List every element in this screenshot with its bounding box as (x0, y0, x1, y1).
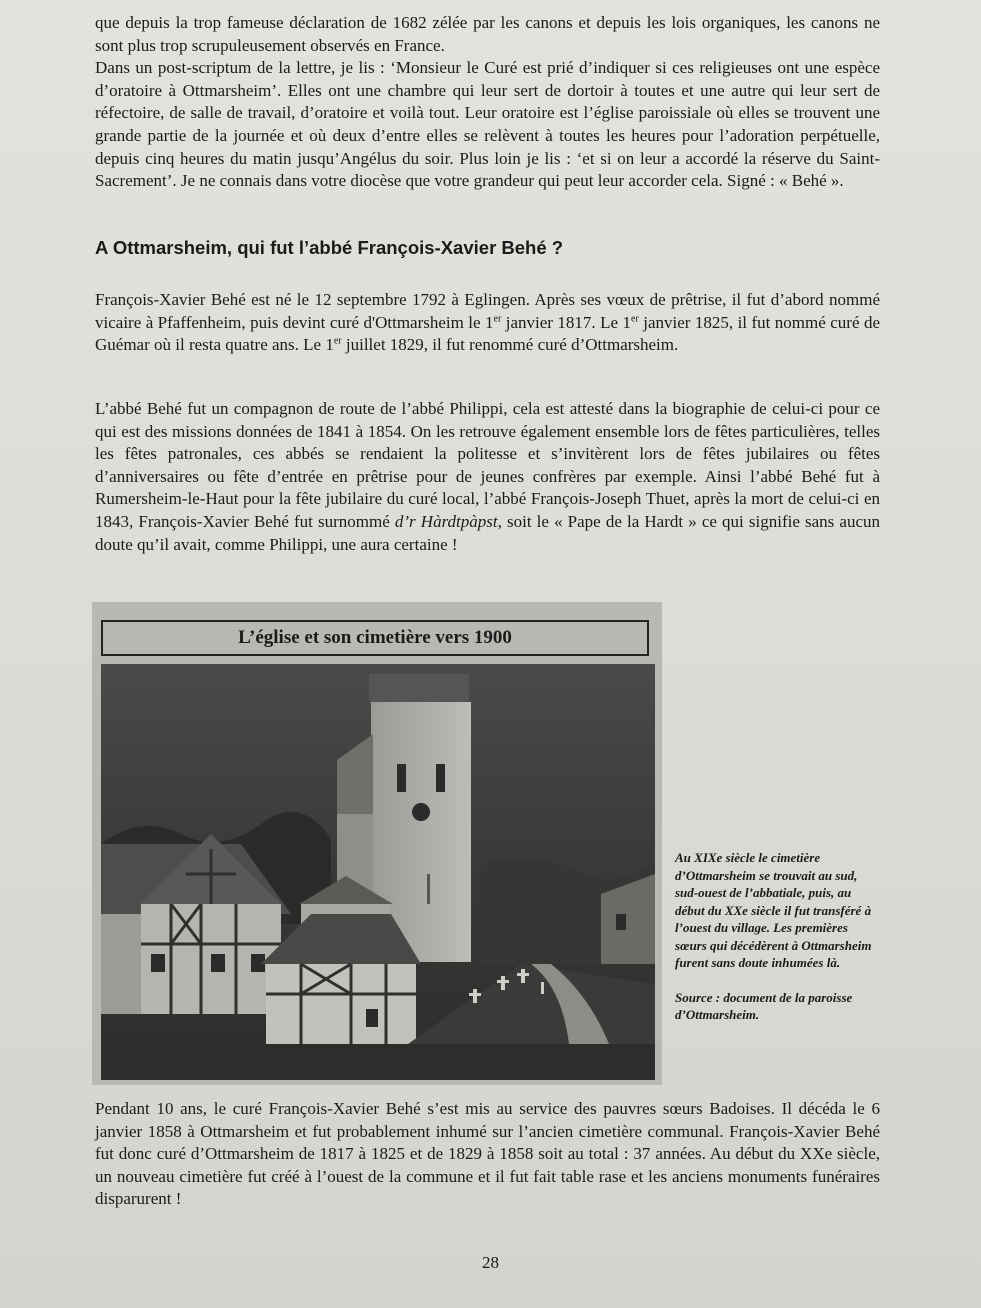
ordinal-suffix: er (333, 335, 342, 347)
para1-text-3: janvier 1825, il fut nommé curé de Guémar où il resta quatre ans. Le 1 (95, 312, 880, 355)
para2-text-1: L’abbé Behé fut un compagnon de route de l’abbé Philippi, cela est attesté dans la biographie de celui-ci pour ce qui est des missions données de 1841 à 1854. On les retrouve également ensemble lors de fêtes particulières, telles les fêtes patronales, ces abbés se rendaient la politesse et s’invitèrent lors de fêtes jubilaires ou fêtes d’anniversaires ou fête d’entrée en prêtrise pour de jeunes confrères par exemple. Ainsi l’abbé Behé fut à Rumersheim-le-Haut pour la fête jubilaire du curé local, l’abbé François-Joseph Thuet, après la mort de celui-ci en 1843, François-Xavier Behé fut surnommé (95, 399, 880, 531)
section-heading: A Ottmarsheim, qui fut l’abbé François-Xavier Behé ? (95, 237, 564, 258)
para1-text-2: janvier 1817. Le 1 (501, 312, 631, 332)
caption-text: Au XIXe siècle le cimetière d’Ottmarsheim se trouvait au sud, sud-ouest de l’abbatiale, puis, au début du XXe siècle il fut transféré à l’ouest du village. Les premières sœurs qui décédèrent à Ottmarsheim furent sans doute inhumées là. (675, 850, 872, 970)
biography-paragraph (95, 289, 880, 357)
figure-title: L’église et son cimetière vers 1900 (101, 620, 649, 656)
church-cemetery-photo (101, 664, 655, 1080)
nickname-italic: d’r Hàrdtpàpst (394, 511, 498, 531)
ordinal-suffix: er (631, 312, 639, 324)
page-number: 28 (482, 1253, 499, 1272)
figure-panel (92, 602, 662, 1085)
figure-caption (675, 849, 875, 1024)
para1-text-1: François-Xavier Behé est né le 12 septembre 1792 à Eglingen. Après ses vœux de prêtrise, il fut d’abord nommé vicaire à Pfaffenheim, puis devint curé d'Ottmarsheim le 1 (95, 290, 880, 332)
intro-text (95, 12, 880, 193)
intro-paragraph-2: Dans un post-scriptum de la lettre, je lis : ‘Monsieur le Curé est prié d’indiquer si ces religieuses ont une espèce d’oratoire à Ottmarsheim’. Elles ont une chambre qui leur sert de dortoir à toutes et une autre qui leur sert de réfectoire, de salle de travail, d’oratoire et voilà tout. Leur oratoire est l’église paroissiale où elles se trouvent une grande partie de la journée et où deux d’entre elles se relèvent à toutes les heures pour l’adoration perpétuelle, depuis cinq heures du matin jusqu’Angélus du soir. Plus loin je lis : ‘et si on leur a accordé la réserve du Saint-Sacrement’. Je ne connais dans votre diocèse que votre grandeur qui peut leur accorder cela. Signé : « Behé ». (95, 58, 880, 191)
para2-text-2: , soit le « Pape de la Hardt » ce qui signifie sans aucun doute qu’il avait, comme Philippi, une aura certaine ! (95, 511, 880, 554)
caption-source: Source : document de la paroisse d’Ottmarsheim. (675, 989, 853, 1022)
para1-text-4: juillet 1829, il fut renommé curé d’Ottmarsheim. (341, 335, 679, 355)
intro-paragraph-1: que depuis la trop fameuse déclaration de 1682 zélée par les canons et depuis les lois organiques, les canons ne sont plus trop scrupuleusement observés en France. (95, 13, 880, 55)
closing-paragraph: Pendant 10 ans, le curé François-Xavier Behé s’est mis au service des pauvres sœurs Badoises. Il décéda le 6 janvier 1858 à Ottmarsheim et fut probablement inhumé sur l’ancien cimetière communal. François-Xavier Behé fut donc curé d’Ottmarsheim de 1817 à 1825 et de 1829 à 1858 soit au total : 37 années. Au début du XXe siècle, un nouveau cimetière fut créé à l’ouest de la commune et il fut fait table rase et les anciens monuments funéraires disparurent ! (95, 1099, 880, 1209)
companion-paragraph (95, 398, 880, 556)
ordinal-suffix: er (493, 312, 502, 324)
